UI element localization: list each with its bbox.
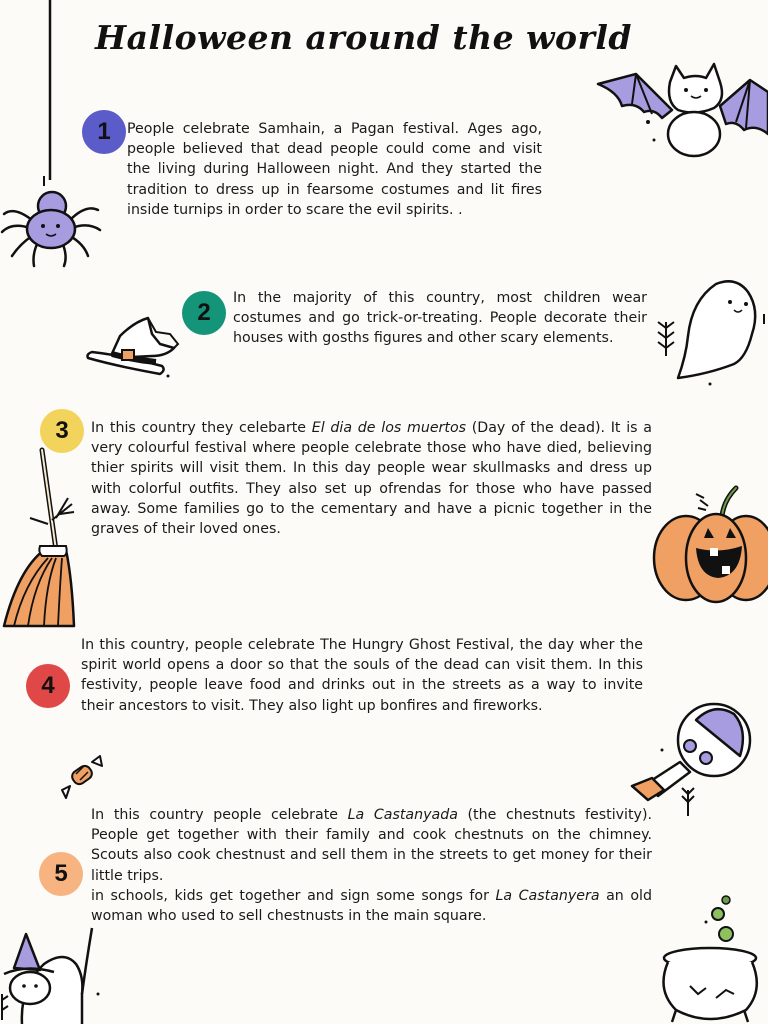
page-title: Halloween around the world [95,18,632,57]
potion-icon [630,700,758,820]
cauldron-icon [654,894,766,1024]
section-number-3: 3 [40,409,84,453]
broom-icon [0,450,90,632]
section-5-text-italic: La Castanyada [347,807,458,823]
ghost-icon [648,278,768,390]
section-3-text-a: In this country they celebarte [91,420,312,436]
section-number-1: 1 [82,110,126,154]
section-2-text: In the majority of this country, most children wear costumes and go trick-or-treating. People decorate their houses with gosths figures and other scary elements. [233,290,647,347]
section-4-text: In this country, people celebrate The Hungry Ghost Festival, the day wher the spirit world opens a door so that the souls of the dead can visit them. In this festivity, people leave food and drinks out in the streets as a way to invite their ancestors to visit. They also light up bonfires and fireworks. [81,637,643,714]
section-5-text-b: (the chestnuts festivity). People get together with their family and cook chestnuts on the chimney. Scouts also cook chestnust and sell them in the streets to get money for their little trips. [91,807,652,884]
section-5-text [91,805,652,926]
cat-icon [0,924,106,1024]
section-1-text: People celebrate Samhain, a Pagan festival. Ages ago, people believed that dead people could come and visit the living during Halloween night. And they started the tradition to dress up in fearsome costumes and lit fires inside turnips in order to scare the evil spirits. . [127,121,542,218]
bat-icon [596,62,768,162]
section-5-text-italic-2: La Castanyera [495,887,600,904]
section-5-text-c: in schools, kids get together and sign some songs for [91,887,496,904]
witch-hat-icon [86,314,182,384]
section-number-2: 2 [182,291,226,335]
section-number-5: 5 [39,852,83,896]
section-number-4: 4 [26,664,70,708]
section-3-text-italic: El dia de los muertos [311,420,467,436]
section-5-text-d: an old woman who used to sell chestnusts in the main square. [91,887,652,925]
section-3-text-b: (Day of the dead). It is a very colourful festival where people celebrate those who have died, believing thier spirits will visit them. In this day people wear skullmasks and dress up with colorful outfits. They also set up ofrendas for those who have passed away. Some families go to the cementary and have a picnic together in the graves of their loved ones. [91,420,652,538]
spider-icon [0,0,110,275]
section-5-text-a: In this country people celebrate [91,807,348,823]
section-3-text [91,418,652,539]
candy-icon [58,752,106,800]
pumpkin-icon [652,484,768,604]
